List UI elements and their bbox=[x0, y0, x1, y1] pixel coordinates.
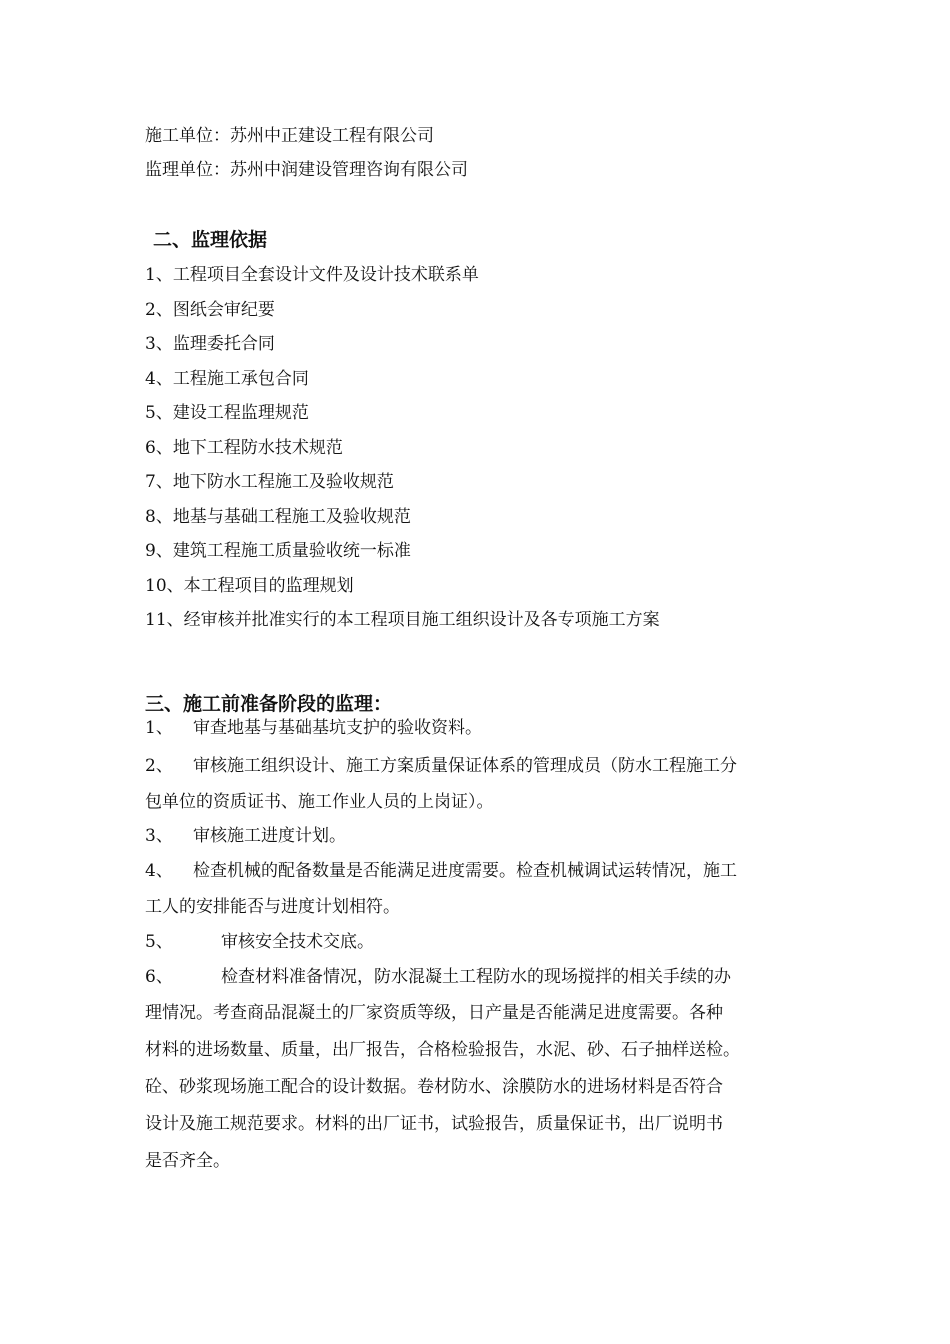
item-number: 1、 bbox=[145, 718, 173, 738]
item-text: 审核施工进度计划。 bbox=[193, 826, 346, 846]
list-item: 3、监理委托合同 bbox=[145, 334, 275, 354]
item-number: 4、 bbox=[145, 861, 173, 881]
item-text: 检查机械的配备数量是否能满足进度需要。检查机械调试运转情况，施工 bbox=[193, 861, 737, 881]
list-item: 11、经审核并批准实行的本工程项目施工组织设计及各专项施工方案 bbox=[145, 610, 660, 630]
list-item: 2、图纸会审纪要 bbox=[145, 300, 275, 320]
list-item-continuation: 设计及施工规范要求。材料的出厂证书，试验报告，质量保证书，出厂说明书 bbox=[145, 1114, 723, 1134]
list-item: 9、建筑工程施工质量验收统一标准 bbox=[145, 541, 411, 561]
item-number: 2、 bbox=[145, 756, 173, 776]
construction-unit: 施工单位：苏州中正建设工程有限公司 bbox=[145, 126, 434, 146]
list-item: 8、地基与基础工程施工及验收规范 bbox=[145, 507, 411, 527]
list-item-continuation: 材料的进场数量、质量，出厂报告，合格检验报告，水泥、砂、石子抽样送检。 bbox=[145, 1040, 740, 1060]
item-number: 6、 bbox=[145, 967, 173, 987]
item-text: 审查地基与基础基坑支护的验收资料。 bbox=[193, 718, 482, 738]
list-item-continuation: 工人的安排能否与进度计划相符。 bbox=[145, 897, 400, 917]
item-text: 审核施工组织设计、施工方案质量保证体系的管理成员（防水工程施工分 bbox=[193, 756, 737, 776]
item-number: 5、 bbox=[145, 932, 173, 952]
list-item bbox=[145, 967, 731, 987]
list-item: 4、工程施工承包合同 bbox=[145, 369, 309, 389]
list-item: 1、工程项目全套设计文件及设计技术联系单 bbox=[145, 265, 479, 285]
section-2-title: 二、监理依据 bbox=[153, 229, 268, 251]
list-item: 5、建设工程监理规范 bbox=[145, 403, 309, 423]
list-item-continuation: 砼、砂浆现场施工配合的设计数据。卷材防水、涂膜防水的进场材料是否符合 bbox=[145, 1077, 723, 1097]
list-item bbox=[145, 718, 482, 738]
list-item-continuation: 包单位的资质证书、施工作业人员的上岗证）。 bbox=[145, 792, 494, 812]
list-item: 10、本工程项目的监理规划 bbox=[145, 576, 354, 596]
list-item bbox=[145, 861, 737, 881]
list-item: 7、地下防水工程施工及验收规范 bbox=[145, 472, 394, 492]
item-text: 审核安全技术交底。 bbox=[221, 932, 374, 952]
list-item: 6、地下工程防水技术规范 bbox=[145, 438, 343, 458]
list-item-continuation: 理情况。考查商品混凝土的厂家资质等级，日产量是否能满足进度需要。各种 bbox=[145, 1003, 723, 1023]
item-text: 检查材料准备情况，防水混凝土工程防水的现场搅拌的相关手续的办 bbox=[221, 967, 731, 987]
list-item bbox=[145, 932, 374, 952]
list-item-continuation: 是否齐全。 bbox=[145, 1151, 230, 1171]
supervision-unit: 监理单位：苏州中润建设管理咨询有限公司 bbox=[145, 160, 468, 180]
item-number: 3、 bbox=[145, 826, 173, 846]
list-item bbox=[145, 826, 346, 846]
list-item bbox=[145, 756, 737, 776]
section-3-title: 三、施工前准备阶段的监理： bbox=[145, 693, 393, 715]
